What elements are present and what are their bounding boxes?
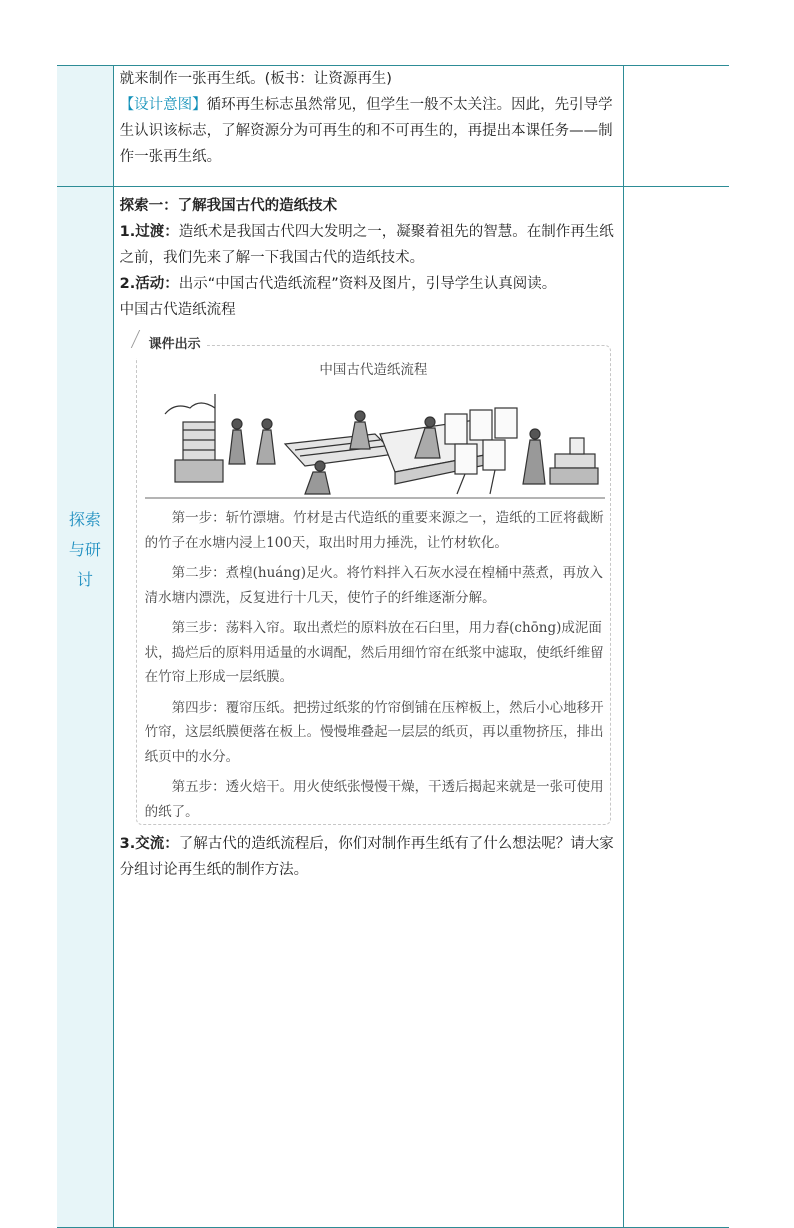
step-2: 第二步：煮楻(huáng)足火。将竹料拌入石灰水浸在楻桶中蒸煮，再放入清水塘内漂洗，反复进行十几天，使竹子的纤维逐渐分解。	[144, 565, 603, 606]
step-1: 第一步：斩竹漂塘。竹材是古代造纸的重要来源之一，造纸的工匠将截断的竹子在水塘内浸上100天，取出时用力捶洗，让竹材软化。	[144, 510, 604, 551]
subtitle: 中国古代造纸流程	[119, 302, 236, 318]
papermaking-illustration	[145, 394, 605, 504]
item-transition: 1.过渡：造纸术是我国古代四大发明之一，凝聚着祖先的智慧。在制作再生纸之前，我们先来了解一下我国古代的造纸技术。	[119, 224, 614, 266]
courseware-box	[136, 337, 612, 825]
step-3: 第三步：荡料入帘。取出煮烂的原料放在石臼里，用力舂(chōng)成泥面状，捣烂后的原料用适量的水调配，然后用细竹帘在纸浆中滤取，使纸纤维留在竹帘上形成一层纸膜。	[144, 620, 604, 685]
table-row	[57, 187, 729, 1228]
side-cell	[57, 66, 113, 187]
content-cell	[113, 66, 624, 187]
item-exchange: 3.交流：了解古代的造纸流程后，你们对制作再生纸有了什么想法呢？请大家分组讨论再生纸的制作方法。	[119, 836, 614, 878]
design-intent	[120, 92, 618, 170]
box-title: 中国古代造纸流程	[319, 362, 428, 378]
item-activity: 2.活动：出示“中国古代造纸流程”资料及图片，引导学生认真阅读。	[119, 276, 557, 292]
intro-line: 就来制作一张再生纸。(板书：让资源再生)	[119, 71, 392, 87]
step-5: 第五步：透火焙干。用火使纸张慢慢干燥，干透后揭起来就是一张可使用的纸了。	[144, 779, 604, 820]
notes-cell	[624, 66, 729, 187]
notes-cell	[624, 187, 729, 1228]
section-heading: 探索一：了解我国古代的造纸技术	[119, 198, 338, 214]
design-intent-tag: 【设计意图】	[119, 97, 207, 113]
papermaking-steps	[145, 506, 613, 824]
content-cell	[113, 187, 624, 1228]
step-4: 第四步：覆帘压纸。把捞过纸浆的竹帘倒铺在压榨板上，然后小心地移开竹帘，这层纸膜便落在板上。慢慢堆叠起一层层的纸页，再以重物挤压，排出纸页中的水分。	[144, 699, 604, 765]
design-intent-text: 循环再生标志虽然常见，但学生一般不太关注。因此，先引导学生认识该标志，了解资源分为可再生的和不可再生的，再提出本课任务——制作一张再生纸。	[119, 97, 613, 165]
courseware-tag: 课件出示	[135, 332, 207, 358]
side-label: 探索 与研 讨	[57, 187, 113, 1228]
lesson-table	[57, 65, 729, 1228]
table-row	[57, 66, 729, 187]
